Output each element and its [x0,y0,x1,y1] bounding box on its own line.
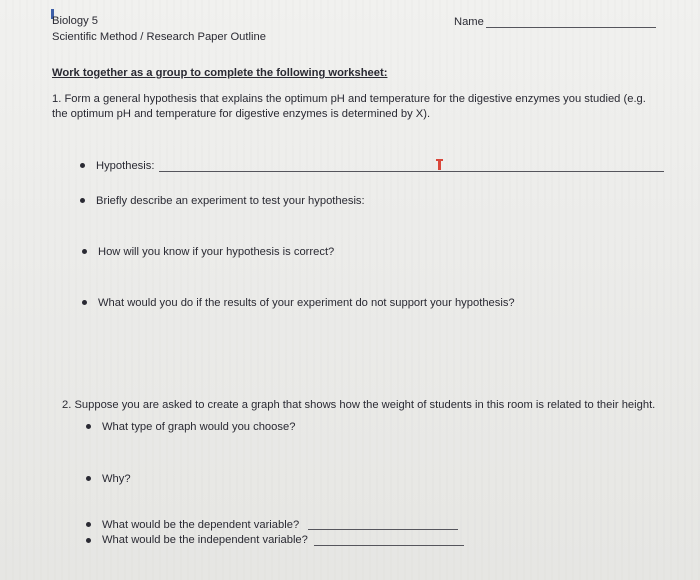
bullet-icon [80,163,85,168]
bullet-icon [86,476,91,481]
bullet-icon [82,300,87,305]
dependent-variable-blank-line[interactable] [308,529,458,530]
graph-type-prompt: What type of graph would you choose? [102,421,296,433]
instructions-heading: Work together as a group to complete the following worksheet: [52,67,388,79]
course-title: Biology 5 [52,15,99,27]
correctness-prompt: How will you know if your hypothesis is correct? [98,246,335,258]
bullet-icon [80,198,85,203]
results-prompt: What would you do if the results of your experiment do not support your hypothesis? [98,297,515,309]
hypothesis-label: Hypothesis: [96,160,155,172]
text-cursor-icon [438,159,441,170]
bullet-icon [86,538,91,543]
bullet-icon [82,249,87,254]
question-1-line-1: 1. Form a general hypothesis that explains the optimum pH and temperature for the digestive enzymes you studied (e.g. [52,93,646,105]
independent-variable-prompt: What would be the independent variable? [102,534,308,546]
bullet-icon [86,424,91,429]
page-subtitle: Scientific Method / Research Paper Outline [52,31,266,43]
name-blank-line[interactable] [486,27,656,28]
why-prompt: Why? [102,473,131,485]
experiment-prompt: Briefly describe an experiment to test your hypothesis: [96,195,365,207]
dependent-variable-prompt: What would be the dependent variable? [102,519,300,531]
name-label: Name [454,16,484,28]
question-2-prompt: 2. Suppose you are asked to create a graph that shows how the weight of students in this room is related to their height. [62,399,656,411]
question-1-line-2: the optimum pH and temperature for digestive enzymes is determined by X). [52,108,431,120]
bullet-icon [86,522,91,527]
hypothesis-blank-line[interactable] [159,171,664,172]
independent-variable-blank-line[interactable] [314,545,464,546]
